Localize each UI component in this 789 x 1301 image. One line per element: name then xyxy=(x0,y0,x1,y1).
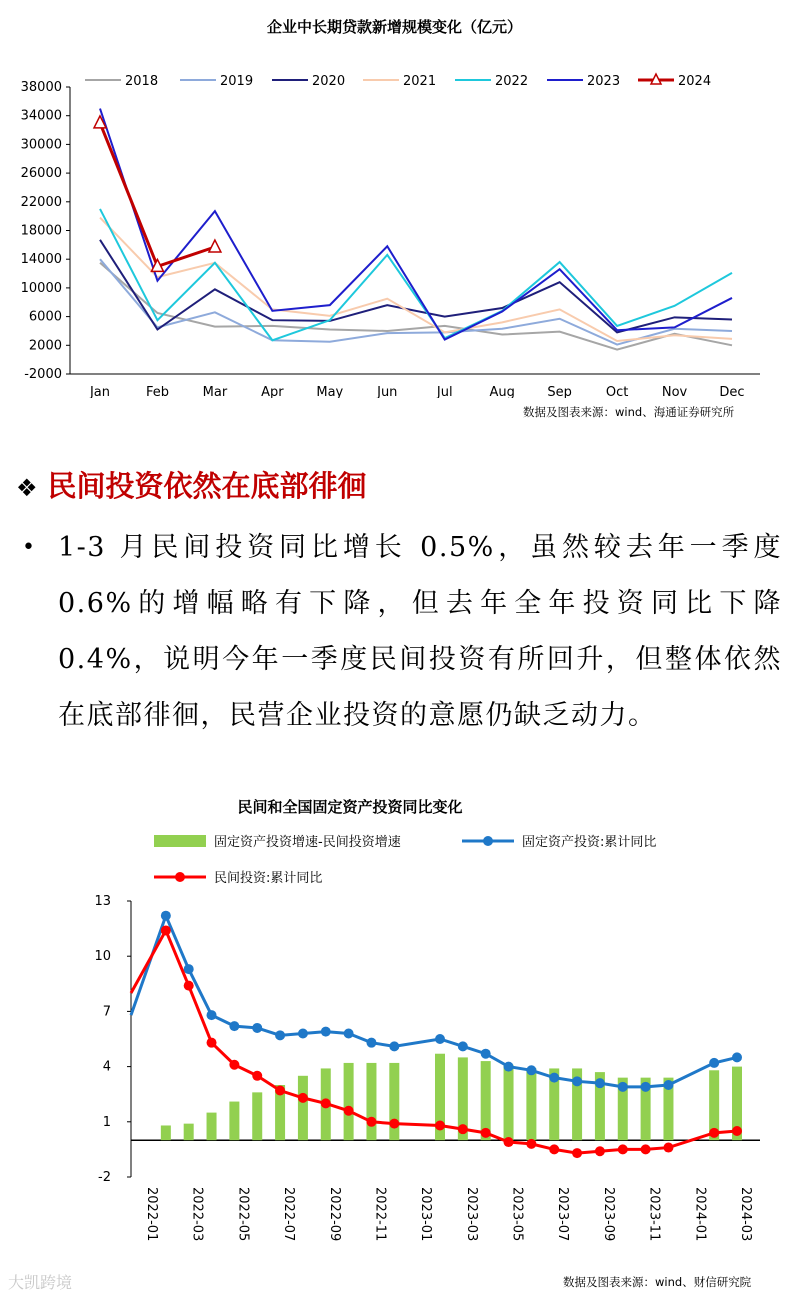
top-series-line xyxy=(100,209,732,340)
body-paragraph-text: 1-3 月民间投资同比增长 0.5%，虽然较去年一季度 0.6%的增幅略有下降，但去年全年投资同比下降 0.4%，说明今年一季度民间投资有所回升，但整体依然在底部徘徊，民营企业投资的意愿仍缺乏动力。 xyxy=(58,532,782,731)
bottom-bar xyxy=(161,1125,171,1140)
bottom-point-marker xyxy=(481,1128,491,1138)
bottom-point-marker xyxy=(549,1144,559,1154)
top-legend-label: 2023 xyxy=(587,74,621,89)
top-y-tick-label: 26000 xyxy=(20,166,62,182)
top-line-chart xyxy=(0,58,789,398)
bottom-point-marker xyxy=(321,1027,331,1037)
bottom-point-marker xyxy=(641,1144,651,1154)
top-series-line xyxy=(100,109,732,340)
bottom-point-marker xyxy=(709,1058,719,1068)
bottom-x-tick-label: 2022-03 xyxy=(189,1187,205,1242)
bottom-legend-marker xyxy=(175,872,185,882)
diamond-bullet-icon: ❖ xyxy=(16,474,38,502)
bottom-point-marker xyxy=(458,1041,468,1051)
bottom-point-marker xyxy=(298,1093,308,1103)
bottom-bar xyxy=(526,1068,536,1140)
top-y-tick-label: 18000 xyxy=(20,223,62,239)
bottom-y-tick-label: 13 xyxy=(94,894,111,909)
bottom-point-marker xyxy=(504,1137,514,1147)
bottom-point-marker xyxy=(366,1038,376,1048)
top-x-tick-label: Aug xyxy=(489,385,515,398)
bottom-bar xyxy=(298,1076,308,1140)
bottom-point-marker xyxy=(595,1078,605,1088)
bottom-series-line xyxy=(131,916,737,1087)
bottom-point-marker xyxy=(435,1034,445,1044)
bottom-point-marker xyxy=(504,1062,514,1072)
bottom-x-tick-label: 2023-11 xyxy=(646,1187,662,1242)
bottom-x-tick-label: 2022-11 xyxy=(372,1187,388,1242)
top-legend-label: 2021 xyxy=(403,74,437,89)
bottom-point-marker xyxy=(641,1082,651,1092)
bottom-bar xyxy=(252,1092,262,1140)
bottom-point-marker xyxy=(526,1139,536,1149)
bottom-point-marker xyxy=(595,1146,605,1156)
top-x-tick-label: Feb xyxy=(145,385,169,398)
bottom-point-marker xyxy=(184,981,194,991)
watermark-logo: 大凯跨境 xyxy=(8,1273,73,1292)
bottom-point-marker xyxy=(481,1049,491,1059)
top-legend-label: 2024 xyxy=(678,74,712,89)
top-x-tick-label: Jul xyxy=(436,385,453,398)
top-chart-source: 数据及图表来源：wind、海通证券研究所 xyxy=(523,405,735,419)
section-heading xyxy=(16,464,367,505)
bottom-x-tick-label: 2023-05 xyxy=(509,1187,525,1242)
bottom-legend-swatch xyxy=(154,835,206,847)
bottom-point-marker xyxy=(663,1143,673,1153)
bottom-point-marker xyxy=(458,1124,468,1134)
top-y-tick-label: 14000 xyxy=(20,252,62,268)
top-chart-title: 企业中长期贷款新增规模变化（亿元） xyxy=(266,18,522,36)
bottom-point-marker xyxy=(389,1041,399,1051)
top-y-tick-label: 38000 xyxy=(20,80,62,95)
bottom-point-marker xyxy=(663,1080,673,1090)
top-legend-label: 2018 xyxy=(125,74,159,89)
top-x-tick-label: Mar xyxy=(202,385,228,398)
body-paragraph xyxy=(22,520,782,744)
bottom-y-tick-label: -2 xyxy=(98,1170,111,1185)
bottom-point-marker xyxy=(252,1071,262,1081)
top-y-tick-label: 2000 xyxy=(28,338,62,354)
bottom-point-marker xyxy=(526,1065,536,1075)
bottom-point-marker xyxy=(229,1021,239,1031)
bottom-bar xyxy=(504,1065,514,1140)
bottom-point-marker xyxy=(366,1117,376,1127)
bottom-y-tick-label: 10 xyxy=(94,949,111,965)
top-legend-label: 2020 xyxy=(312,74,346,89)
bottom-x-tick-label: 2023-01 xyxy=(418,1187,434,1242)
bottom-chart-title: 民间和全国固定资产投资同比变化 xyxy=(237,798,463,816)
top-y-tick-label: 10000 xyxy=(20,280,62,296)
bottom-bar xyxy=(344,1063,354,1140)
bullet-icon: • xyxy=(22,535,37,560)
bottom-point-marker xyxy=(275,1030,285,1040)
bottom-point-marker xyxy=(572,1148,582,1158)
top-series-line xyxy=(100,123,215,267)
bottom-point-marker xyxy=(161,911,171,921)
bottom-point-marker xyxy=(435,1120,445,1130)
bottom-combo-chart xyxy=(0,820,789,1260)
top-legend-label: 2019 xyxy=(220,74,254,89)
bottom-point-marker xyxy=(618,1144,628,1154)
top-x-tick-label: Nov xyxy=(661,385,688,398)
top-x-tick-label: May xyxy=(316,385,344,398)
bottom-x-tick-label: 2022-07 xyxy=(281,1187,297,1242)
bottom-point-marker xyxy=(207,1010,217,1020)
top-y-tick-label: 30000 xyxy=(20,137,62,153)
bottom-legend-label: 固定资产投资增速-民间投资增速 xyxy=(214,835,401,850)
top-x-tick-label: Oct xyxy=(605,385,629,398)
bottom-point-marker xyxy=(229,1060,239,1070)
section-heading-text: 民间投资依然在底部徘徊 xyxy=(47,469,367,503)
bottom-chart-source: 数据及图表来源：wind、财信研究院 xyxy=(563,1275,752,1289)
bottom-point-marker xyxy=(298,1028,308,1038)
bottom-x-tick-label: 2023-09 xyxy=(600,1187,616,1242)
bottom-y-tick-label: 7 xyxy=(102,1004,111,1020)
top-y-tick-label: 34000 xyxy=(20,108,62,124)
bottom-point-marker xyxy=(184,964,194,974)
bottom-x-tick-label: 2024-01 xyxy=(692,1187,708,1242)
top-y-tick-label: 22000 xyxy=(20,194,62,210)
bottom-bar xyxy=(229,1102,239,1141)
top-x-tick-label: Sep xyxy=(547,385,572,398)
bottom-x-tick-label: 2022-01 xyxy=(144,1187,159,1242)
bottom-y-tick-label: 4 xyxy=(102,1059,111,1075)
bottom-bar xyxy=(207,1113,217,1141)
bottom-point-marker xyxy=(732,1126,742,1136)
bottom-x-tick-label: 2023-07 xyxy=(555,1187,571,1242)
bottom-x-tick-label: 2022-05 xyxy=(235,1187,251,1242)
top-point-marker xyxy=(209,240,221,252)
bottom-point-marker xyxy=(732,1052,742,1062)
bottom-point-marker xyxy=(389,1119,399,1129)
top-x-tick-label: Jan xyxy=(89,385,111,398)
bottom-point-marker xyxy=(618,1082,628,1092)
bottom-point-marker xyxy=(161,925,171,935)
top-legend-label: 2022 xyxy=(495,74,529,89)
top-series-line xyxy=(100,259,732,344)
bottom-y-tick-label: 1 xyxy=(102,1114,111,1130)
bottom-legend-label: 民间投资:累计同比 xyxy=(214,871,323,886)
top-y-tick-label: -2000 xyxy=(24,367,62,382)
top-x-tick-label: Dec xyxy=(719,385,745,398)
bottom-bar xyxy=(366,1063,376,1140)
bottom-legend-marker xyxy=(483,836,493,846)
bottom-x-tick-label: 2022-09 xyxy=(326,1187,342,1242)
bottom-point-marker xyxy=(252,1023,262,1033)
bottom-point-marker xyxy=(709,1128,719,1138)
bottom-point-marker xyxy=(549,1073,559,1083)
top-x-tick-label: Apr xyxy=(261,385,284,398)
bottom-x-tick-label: 2023-03 xyxy=(463,1187,479,1242)
bottom-bar xyxy=(184,1124,194,1141)
bottom-point-marker xyxy=(275,1086,285,1096)
top-x-tick-label: Jun xyxy=(377,385,398,398)
top-y-tick-label: 6000 xyxy=(28,309,62,325)
bottom-legend-label: 固定资产投资:累计同比 xyxy=(522,835,657,850)
top-series-line xyxy=(100,263,732,350)
bottom-x-tick-label: 2024-03 xyxy=(738,1187,753,1242)
bottom-point-marker xyxy=(344,1028,354,1038)
bottom-point-marker xyxy=(207,1038,217,1048)
bottom-point-marker xyxy=(344,1106,354,1116)
bottom-point-marker xyxy=(572,1076,582,1086)
bottom-point-marker xyxy=(321,1098,331,1108)
